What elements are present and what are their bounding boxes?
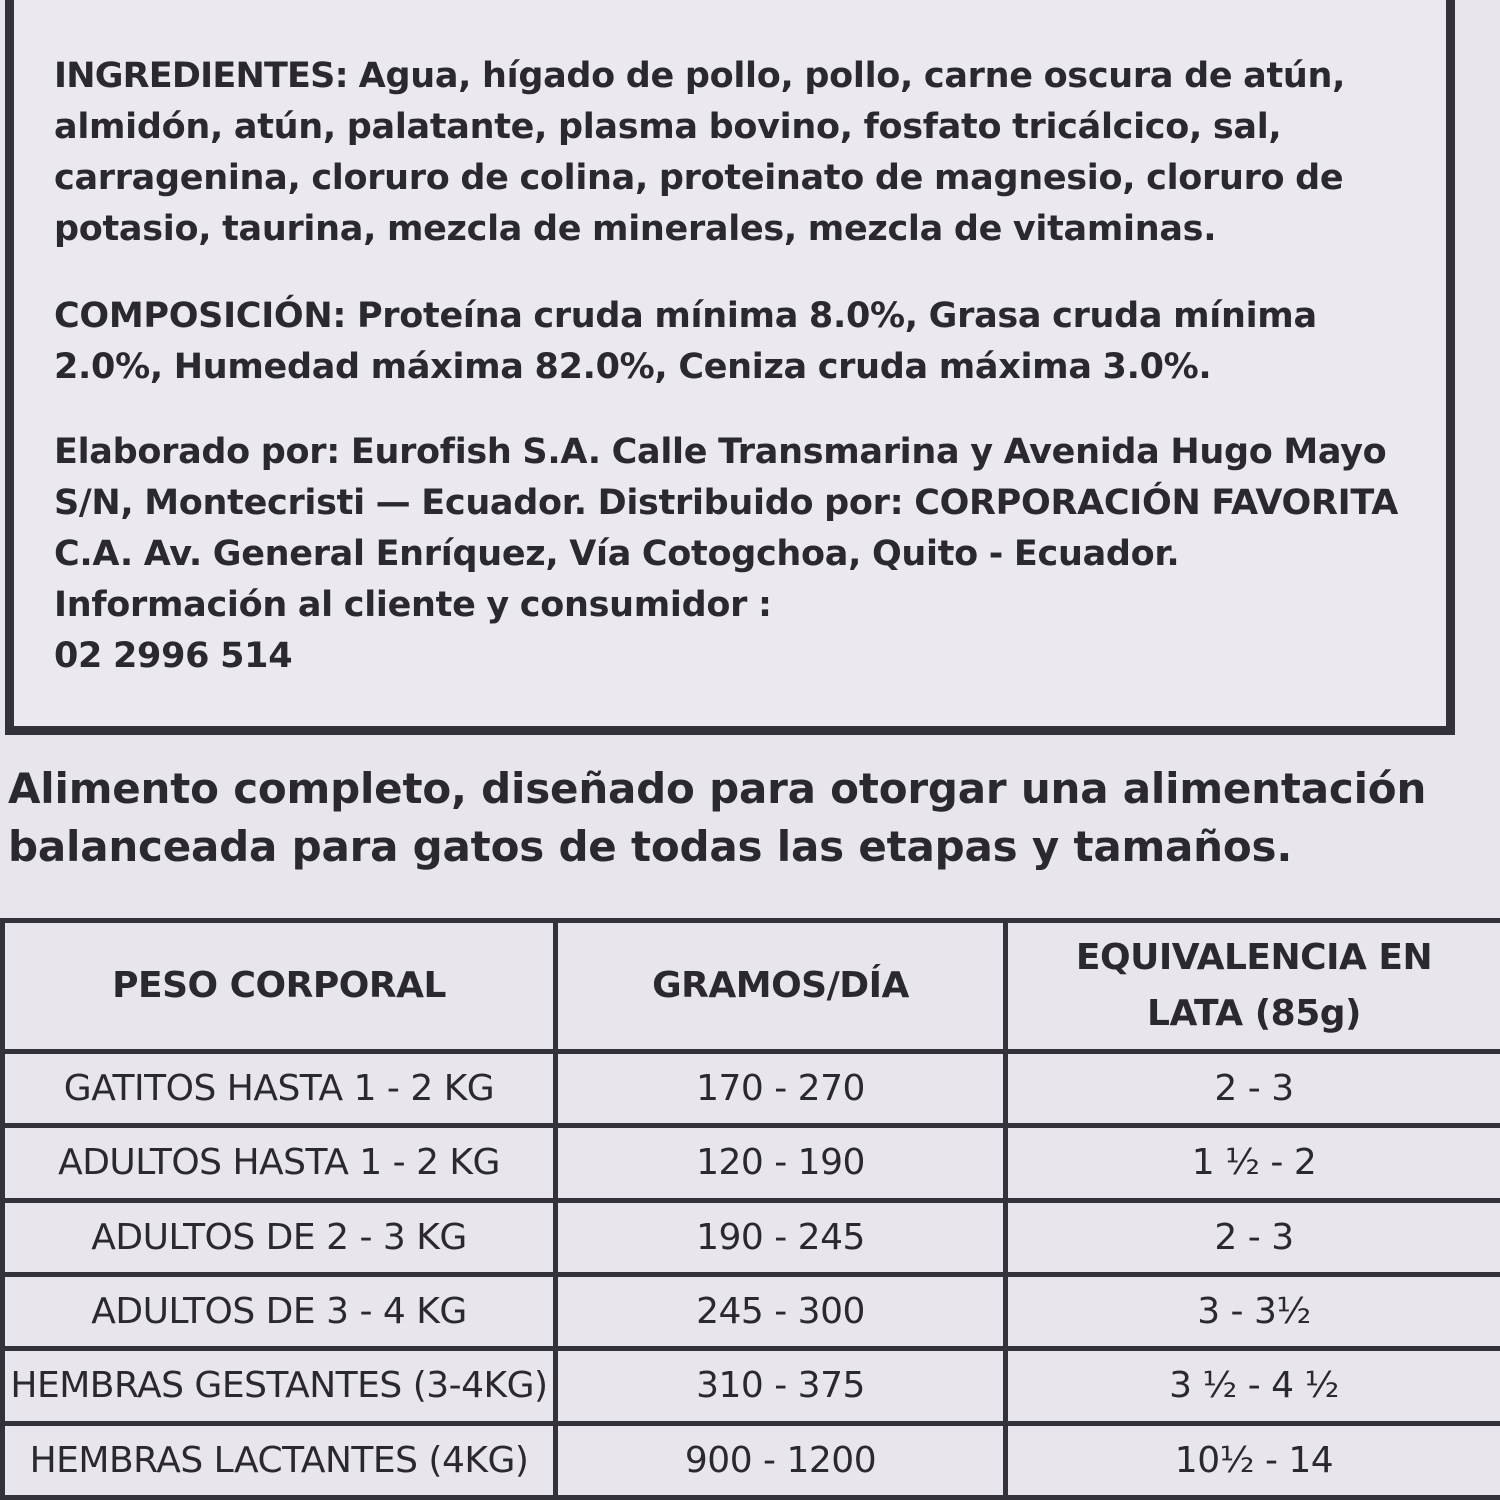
table-row bbox=[3, 1423, 1500, 1497]
cell-gramos: 900 - 1200 bbox=[556, 1423, 1006, 1497]
customer-info-label: Información al cliente y consumidor : bbox=[54, 585, 772, 625]
distributor-text: CORPORACIÓN FAVORITA C.A. Av. General Enríquez, Vía Cotogchoa, Quito - Ecuador. bbox=[54, 483, 1399, 574]
table-row bbox=[3, 1200, 1500, 1274]
cell-peso: HEMBRAS LACTANTES (4KG) bbox=[3, 1423, 556, 1497]
cell-lata: 2 - 3 bbox=[1006, 1200, 1500, 1274]
feeding-table bbox=[0, 918, 1500, 1500]
cell-lata: 10½ - 14 bbox=[1006, 1423, 1500, 1497]
ingredients-label: INGREDIENTES: bbox=[54, 56, 348, 96]
cell-lata: 1 ½ - 2 bbox=[1006, 1126, 1500, 1200]
cell-peso: GATITOS HASTA 1 - 2 KG bbox=[3, 1052, 556, 1126]
table-row bbox=[3, 1052, 1500, 1126]
cell-gramos: 310 - 375 bbox=[556, 1349, 1006, 1423]
cell-gramos: 245 - 300 bbox=[556, 1274, 1006, 1348]
cell-peso: ADULTOS DE 2 - 3 KG bbox=[3, 1200, 556, 1274]
distributor-label: Distribuido por: bbox=[597, 483, 904, 523]
cell-lata: 2 - 3 bbox=[1006, 1052, 1500, 1126]
header-peso-corporal: PESO CORPORAL bbox=[3, 921, 556, 1052]
cell-lata: 3 ½ - 4 ½ bbox=[1006, 1349, 1500, 1423]
composition-label: COMPOSICIÓN: bbox=[54, 296, 347, 336]
cell-gramos: 120 - 190 bbox=[556, 1126, 1006, 1200]
manufacturer-label: Elaborado por: bbox=[54, 432, 340, 472]
cell-peso: ADULTOS HASTA 1 - 2 KG bbox=[3, 1126, 556, 1200]
ingredients-text: Agua, hígado de pollo, pollo, carne oscura de atún, almidón, atún, palatante, plasma bovino, fosfato tricálcico, sal, carragenina, cloruro de colina, proteinato de magnesio, cloruro de potasio, taurina, mezcla de minerales, mezcla de vitaminas. bbox=[54, 56, 1346, 249]
composition-paragraph bbox=[54, 291, 1416, 393]
table-header-row bbox=[3, 921, 1500, 1052]
header-equivalencia: EQUIVALENCIA EN LATA (85g) bbox=[1006, 921, 1500, 1052]
cell-peso: ADULTOS DE 3 - 4 KG bbox=[3, 1274, 556, 1348]
customer-phone: 02 2996 514 bbox=[54, 636, 293, 676]
cell-peso: HEMBRAS GESTANTES (3-4KG) bbox=[3, 1349, 556, 1423]
product-tagline: Alimento completo, diseñado para otorgar una alimentación balanceada para gatos de todas las etapas y tamaños. bbox=[8, 764, 1427, 871]
cell-gramos: 170 - 270 bbox=[556, 1052, 1006, 1126]
table-row bbox=[3, 1349, 1500, 1423]
header-gramos-dia: GRAMOS/DÍA bbox=[556, 921, 1006, 1052]
label-info-box bbox=[5, 0, 1455, 735]
manufacturer-paragraph bbox=[54, 427, 1416, 682]
manufacturer-text: Eurofish S.A. Calle Transmarina y Avenida Hugo Mayo S/N, Montecristi — Ecuador. bbox=[54, 432, 1387, 523]
cell-lata: 3 - 3½ bbox=[1006, 1274, 1500, 1348]
composition-text: Proteína cruda mínima 8.0%, Grasa cruda mínima 2.0%, Humedad máxima 82.0%, Ceniza cruda máxima 3.0%. bbox=[54, 296, 1317, 387]
ingredients-paragraph bbox=[54, 51, 1416, 255]
table-row bbox=[3, 1274, 1500, 1348]
table-row bbox=[3, 1126, 1500, 1200]
cell-gramos: 190 - 245 bbox=[556, 1200, 1006, 1274]
